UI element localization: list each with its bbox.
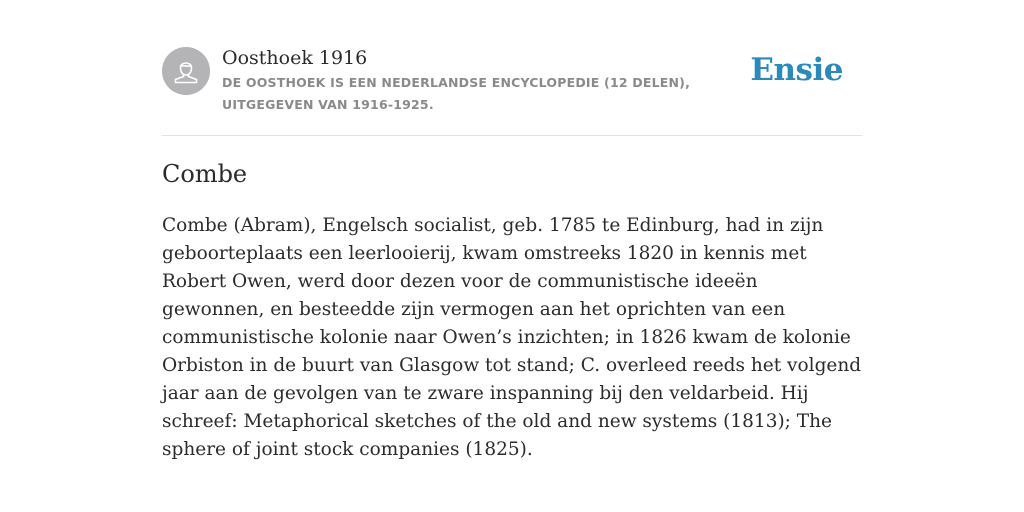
user-silhouette-icon[interactable]: [162, 47, 210, 95]
ensie-logo[interactable]: Ensie: [750, 52, 843, 88]
source-description: DE OOSTHOEK IS EEN NEDERLANDSE ENCYCLOPEDIE (12 DELEN), UITGEGEVEN VAN 1916-1925.: [222, 75, 691, 112]
source-title[interactable]: Oosthoek 1916: [222, 47, 368, 69]
entry-body: Combe (Abram), Engelsch socialist, geb. 1785 te Edinburg, had in zijn geboorteplaats een leerlooierij, kwam omstreeks 1820 in kennis met Robert Owen, werd door dezen voor de communistische ideeën gewonnen, en besteedde zijn vermogen aan het oprichten van een communistische kolonie naar Owen’s inzichten; in 1826 kwam de kolonie Orbiston in de buurt van Glasgow tot stand; C. overleed reeds het volgend jaar aan de gevolgen van te zware inspanning bij den veldarbeid. Hij schreef: Metaphorical sketches of the old and new systems (1813); The sphere of joint stock companies (1825).: [162, 215, 862, 460]
divider: [162, 135, 862, 136]
entry-title: Combe: [162, 160, 248, 188]
source-header: [162, 46, 862, 118]
entry-card: [162, 0, 862, 512]
